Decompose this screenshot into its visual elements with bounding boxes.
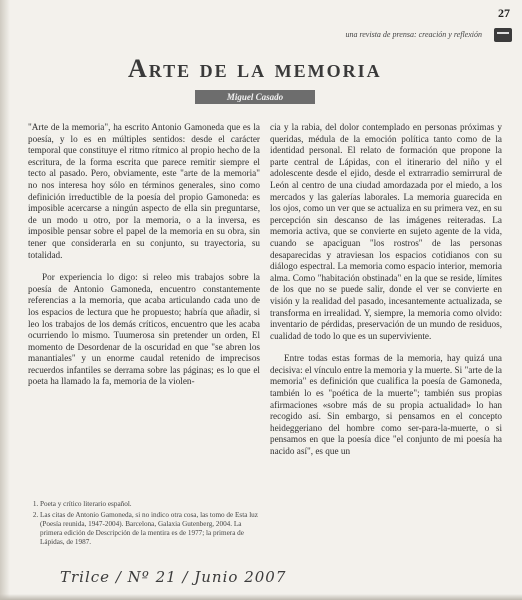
right-paragraph-2: Entre todas estas formas de la memoria, hay quizá una decisiva: el vínculo entre la memoria y la muerte. Si "arte de la memoria" es definición que cualifica la poesía de Gamoneda, también lo es "poética de la muerte"; también sus propias afirmaciones «sobre más de su propia actualidad» lo han recogido así. Sin embargo, si pensamos en el concepto heideggeriano del hombre como ser-para-la-muerte, o si pensamos en que la poesía dice "el conjunto de mi poesía ha nacido así", es que un [270,353,502,457]
page-number: 27 [498,6,510,20]
article-author: Miguel Casado [195,90,315,104]
journal-logo-icon [494,28,512,42]
footnote-2: 2. Las citas de Antonio Gamoneda, si no indico otra cosa, las tomo de Esta luz (Poesía reunida, 1947-2004). Barcelona, Galaxia Gutenberg, 2004. La primera edición de Descripción de la mentira es de 1977; la primera de Lápidas, de 1987. [40,511,260,547]
scan-shadow-bottom [0,594,522,600]
journal-tagline: una revista de prensa: creación y reflexión [345,30,482,39]
left-column [28,122,260,399]
right-paragraph-1: cia y la rabia, del dolor contemplado en personas próximas y queridas, médula de la emoción política tanto como de la identidad personal. El relato de formación que propone la parte central de Lápidas, con el itinerario del niño y el adolescente desde el ejido, desde el extrarradio semirrural de León al centro de una ciudad amordazada por el miedo, a los mercados y las galerías laborales. La memoria guarecida en los ojos, como un ver que se actualiza en su primera vez, en su percepción sin descanso de las imágenes reiteradas. La memoria activa, que se convierte en sujeto agente de la vida, cuando se apaciguan "los rostros" de las personas desaparecidas y atraviesan los espacios cotidianos con su diálogo espectral. La memoria como espacio interior, memoria alma. Como "habitación obstinada" en la que se reside, límites de los que no se puede salir, donde el ver se convierte en visión y la realidad del pasado, incesantemente actualizada, se transforma en irrealidad. Y, siempre, la memoria como olvido: inventario de pérdidas, preservación de un mundo de residuos, cualidad de todo lo que es un superviviente. [270,122,502,341]
handwritten-footer-note: Trilce / Nº 21 / Junio 2007 [60,568,287,586]
left-paragraph-1: "Arte de la memoria", ha escrito Antonio Gamoneda que es la poesía, y lo es en múltiples sentidos: desde el carácter temporal que constituye el ritmo rítmico al propio hecho de la escritura, de la forma escrita que parece remitir siempre el tecto al pasado. Pero, obviamente, este "arte de la memoria" no nos interesa hoy sólo en términos generales, sino como definición irreductible de la poesía del propio Gamoneda: es imposible acercarse a ningún aspecto de ella sin preguntarse, de un modo u otro, por la memoria, o a la inversa, es imposible pensar sobre el papel de la memoria en su obra, sin tener que considerarla en su conjunto, su trayectoria, su totalidad. [28,122,260,260]
footnote-1: 1. Poeta y crítico literario español. [40,500,260,509]
left-paragraph-2: Por experiencia lo digo: si releo mis trabajos sobre la poesía de Antonio Gamoneda, encuentro constantemente referencias a la memoria, que acaba articulando cada uno de los espacios de lectura que he propuesto; habría que añadir, si leo los trabajos de los demás críticos, encuentro que les acaba ocurriendo lo mismo. Tuumerosa sin pretender un orden, El momento de Desordenar de la oscuridad en que "se abren los manantiales" y un enorme caudal retenido de imprecisos recuerdos infantiles se derrama sobre las páginas; es lo que el poeta ha llamado la fa, memoria de la violen- [28,272,260,387]
scan-shadow-left [0,0,10,600]
footnotes [28,500,260,549]
article-title: Arte de la memoria [128,54,382,83]
right-column [270,122,502,469]
